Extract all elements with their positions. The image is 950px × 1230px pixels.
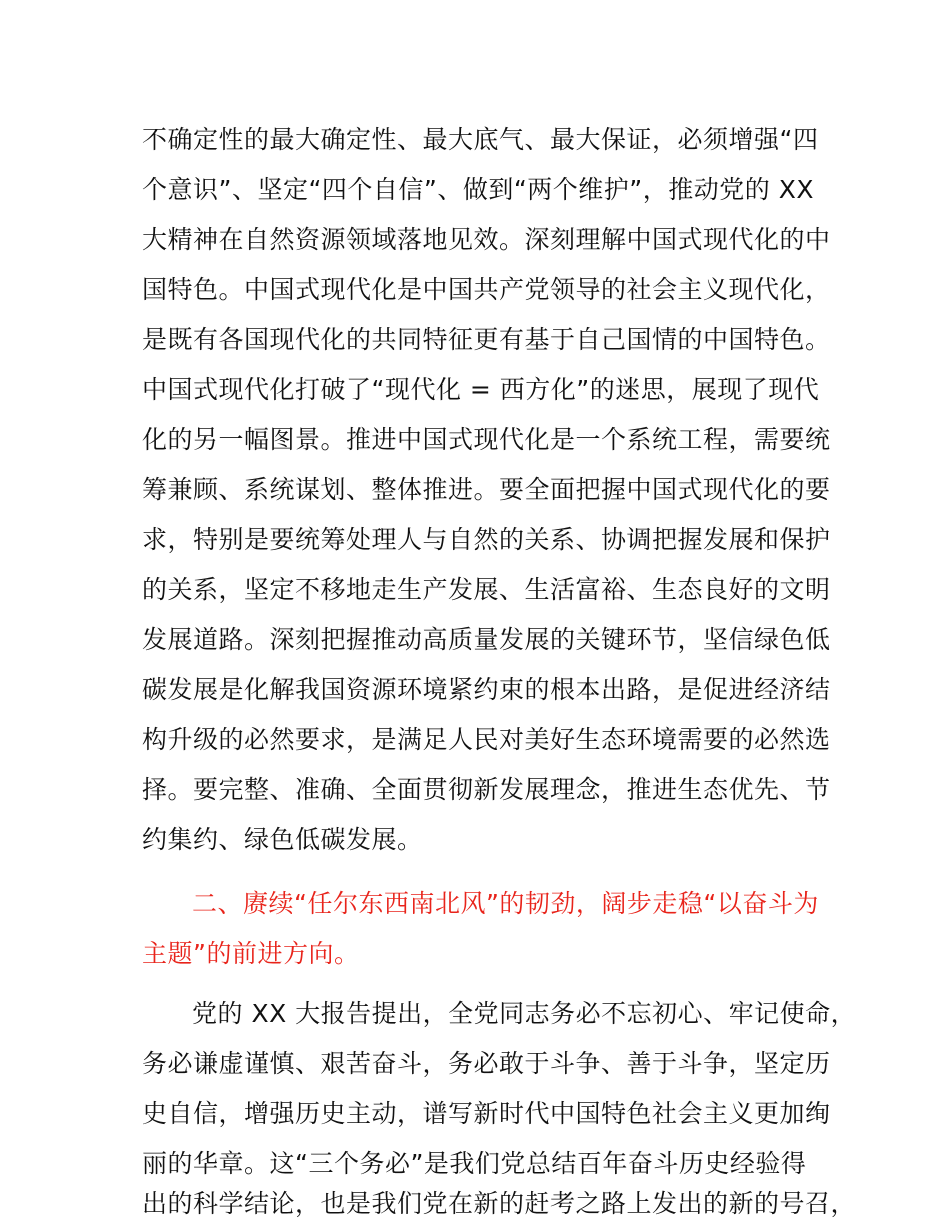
- paragraph-line: 丽的华章。这“三个务必”是我们党总结百年奋斗历史经验得: [142, 1149, 807, 1178]
- paragraph-line: 国特色。中国式现代化是中国共产党领导的社会主义现代化，: [142, 275, 831, 304]
- paragraph-line: 个意识”、坚定“四个自信”、做到“两个维护”，推动党的 XX: [142, 175, 814, 204]
- paragraph-line: 发展道路。深刻把握推动高质量发展的关键环节，坚信绿色低: [142, 625, 831, 654]
- paragraph-line: 约集约、绿色低碳发展。: [142, 825, 423, 854]
- paragraph-line: 化的另一幅图景。推进中国式现代化是一个系统工程，需要统: [142, 425, 831, 454]
- paragraph-line: 大精神在自然资源领域落地见效。深刻理解中国式现代化的中: [142, 225, 831, 254]
- paragraph-line: 务必谦虚谨慎、艰苦奋斗，务必敢于斗争、善于斗争，坚定历: [142, 1049, 831, 1078]
- paragraph-line: 择。要完整、准确、全面贯彻新发展理念，推进生态优先、节: [142, 775, 831, 804]
- section-heading: 主题”的前进方向。: [142, 939, 360, 968]
- section-heading: 二、赓续“任尔东西南北风”的韧劲，阔步走稳“以奋斗为: [192, 889, 819, 918]
- paragraph-line: 史自信，增强历史主动，谱写新时代中国特色社会主义更加绚: [142, 1099, 831, 1128]
- paragraph-line: 构升级的必然要求，是满足人民对美好生态环境需要的必然选: [142, 725, 831, 754]
- paragraph-line: 的关系，坚定不移地走生产发展、生活富裕、生态良好的文明: [142, 575, 831, 604]
- paragraph-line: 出的科学结论，也是我们党在新的赶考之路上发出的新的号召，: [142, 1189, 857, 1218]
- paragraph-line: 筹兼顾、系统谋划、整体推进。要全面把握中国式现代化的要: [142, 475, 831, 504]
- paragraph-line: 求，特别是要统筹处理人与自然的关系、协调把握发展和保护: [142, 525, 831, 554]
- paragraph-line: 中国式现代化打破了“现代化 = 西方化”的迷思，展现了现代: [142, 375, 820, 404]
- paragraph-line: 党的 XX 大报告提出，全党同志务必不忘初心、牢记使命，: [192, 999, 857, 1028]
- paragraph-line: 是既有各国现代化的共同特征更有基于自己国情的中国特色。: [142, 325, 831, 354]
- paragraph-line: 碳发展是化解我国资源环境紧约束的根本出路，是促进经济结: [142, 675, 831, 704]
- paragraph-line: 不确定性的最大确定性、最大底气、最大保证，必须增强“四: [142, 125, 819, 154]
